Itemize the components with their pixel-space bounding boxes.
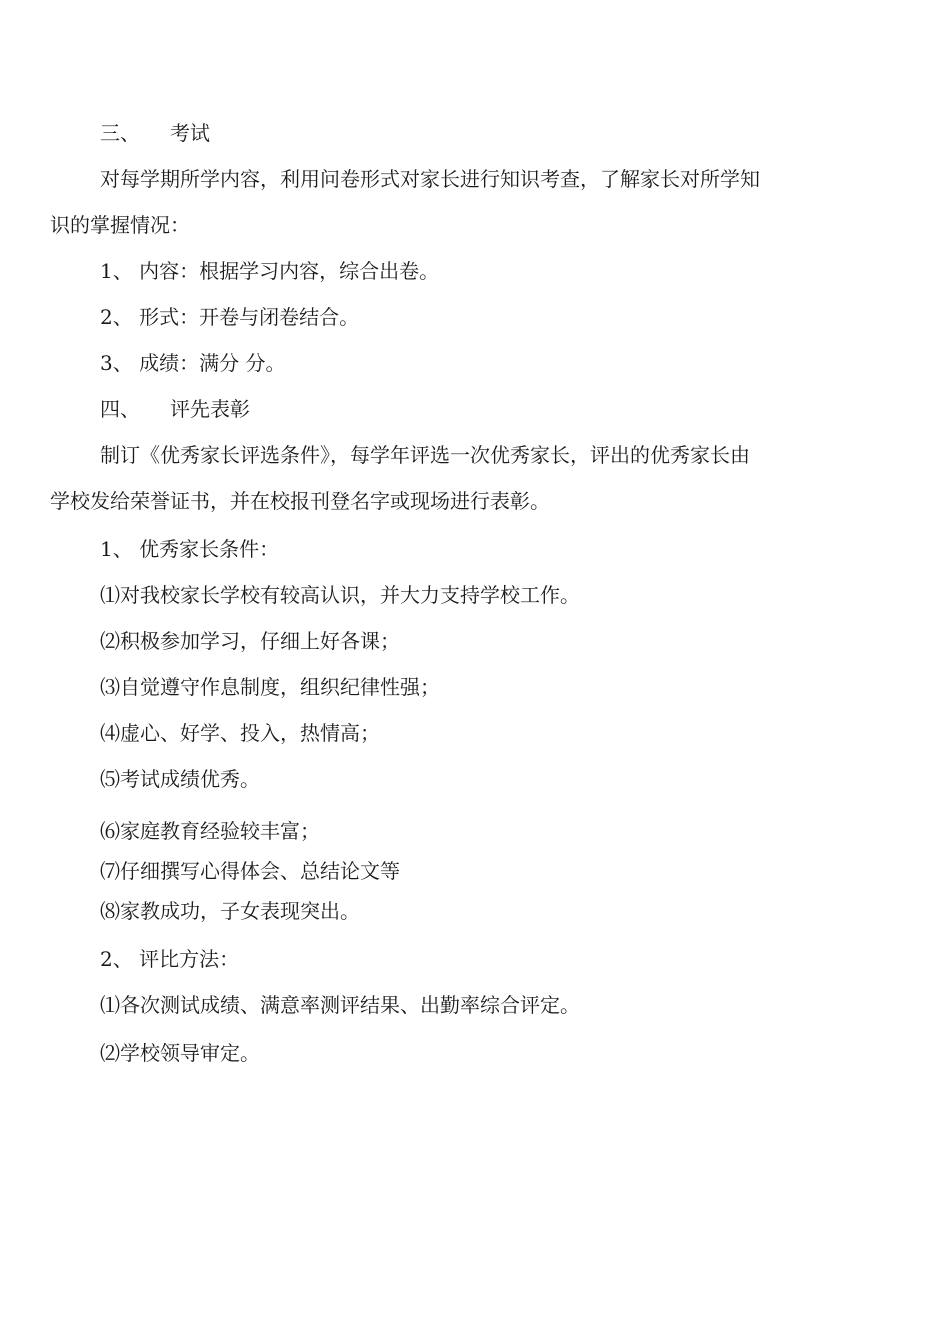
criteria-item: ⑷虚心、好学、投入，热情高；	[100, 721, 380, 745]
method-item: ⑴各次测试成绩、满意率测评结果、出勤率综合评定。	[100, 993, 580, 1017]
section-4-title: 评先表彰	[170, 397, 250, 421]
criteria-item: ⑵积极参加学习，仔细上好各课；	[100, 629, 400, 653]
section-3-item: 3、 成绩：满分 分。	[100, 351, 286, 375]
criteria-item: ⑴对我校家长学校有较高认识，并大力支持学校工作。	[100, 583, 580, 607]
method-item: ⑵学校领导审定。	[100, 1041, 260, 1065]
method-heading: 2、 评比方法：	[100, 947, 240, 971]
criteria-item: ⑸考试成绩优秀。	[100, 767, 260, 791]
criteria-item: ⑹家庭教育经验较丰富；	[100, 819, 320, 843]
section-3-title: 考试	[170, 121, 210, 145]
section-4-intro-line-2: 学校发给荣誉证书，并在校报刊登名字或现场进行表彰。	[50, 489, 550, 513]
criteria-item: ⑺仔细撰写心得体会、总结论文等	[100, 859, 400, 883]
section-3-intro-line-2: 识的掌握情况：	[50, 213, 190, 237]
criteria-item: ⑻家教成功，子女表现突出。	[100, 899, 360, 923]
section-3-heading	[100, 120, 210, 146]
section-3-number: 三、	[100, 121, 140, 145]
section-4-number: 四、	[100, 397, 140, 421]
criteria-item: ⑶自觉遵守作息制度，组织纪律性强；	[100, 675, 440, 699]
section-3-item: 2、 形式：开卷与闭卷结合。	[100, 305, 360, 329]
section-3-intro-line-1: 对每学期所学内容，利用问卷形式对家长进行知识考查，了解家长对所学知	[100, 167, 760, 191]
criteria-heading: 1、 优秀家长条件：	[100, 537, 280, 561]
section-3-item: 1、 内容：根据学习内容，综合出卷。	[100, 259, 440, 283]
section-4-heading	[100, 396, 250, 422]
section-4-intro-line-1: 制订《优秀家长评选条件》，每学年评选一次优秀家长，评出的优秀家长由	[100, 443, 750, 467]
